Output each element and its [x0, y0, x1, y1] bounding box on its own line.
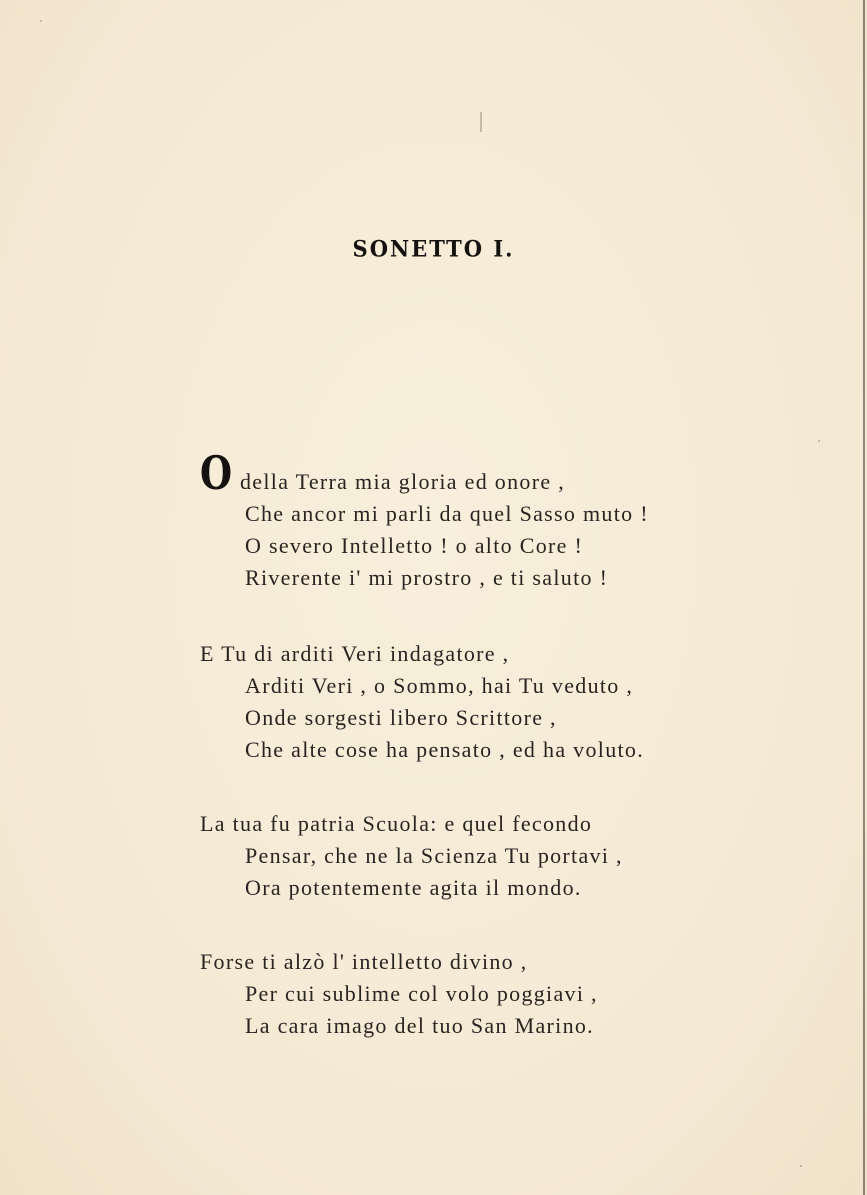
verse-line: Che alte cose ha pensato , ed ha voluto. [245, 737, 645, 762]
verse-line: Ora potentemente agita il mondo. [245, 875, 582, 900]
verse-line: La tua fu patria Scuola: e quel fecondo [200, 811, 593, 836]
verse-line: Riverente i' mi prostro , e ti saluto ! [245, 565, 609, 590]
paper-speck [480, 112, 482, 132]
stanza-2 [200, 638, 644, 766]
paper-speck [818, 440, 820, 442]
verse-line: La cara imago del tuo San Marino. [245, 1013, 594, 1038]
verse-line: Che ancor mi parli da quel Sasso muto ! [245, 501, 649, 526]
paper-speck [40, 20, 42, 22]
stanza-4 [200, 946, 598, 1042]
verse-line: E Tu di arditi Veri indagatore , [200, 641, 510, 666]
verse-line: O severo Intelletto ! o alto Core ! [245, 533, 584, 558]
verse-line: Pensar, che ne la Scienza Tu portavi , [245, 843, 623, 868]
verse-line: Per cui sublime col volo poggiavi , [245, 981, 598, 1006]
verse-line: Arditi Veri , o Sommo, hai Tu veduto , [245, 673, 634, 698]
page-title: SONETTO I. [352, 235, 515, 262]
stanza-1 [200, 466, 649, 594]
verse-line: Onde sorgesti libero Scrittore , [245, 705, 557, 730]
page-edge [863, 0, 865, 1195]
paper-speck [800, 1165, 802, 1167]
verse-line: della Terra mia gloria ed onore , [240, 469, 566, 494]
verse-line: Forse ti alzò l' intelletto divino , [200, 949, 528, 974]
drop-cap: O [200, 446, 233, 500]
stanza-3 [200, 808, 623, 904]
